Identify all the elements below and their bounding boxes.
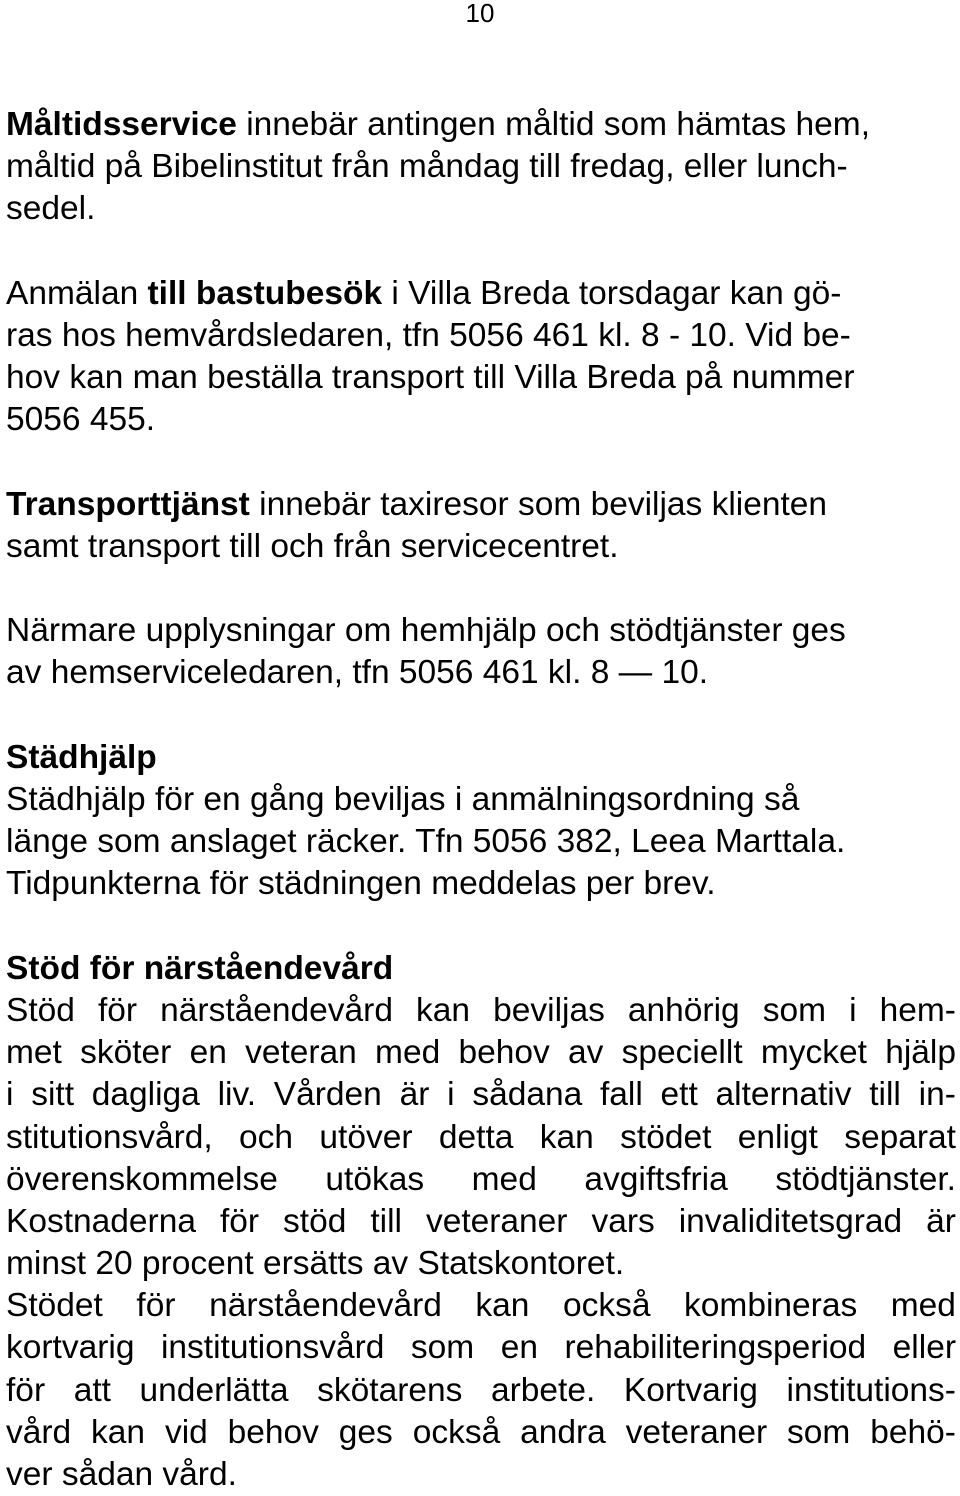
word: för <box>219 1202 260 1240</box>
word: met <box>6 1034 62 1072</box>
word: för <box>97 991 138 1029</box>
word: in- <box>918 1076 956 1114</box>
text-line <box>6 484 956 526</box>
word: också <box>412 1413 501 1451</box>
word: institutions- <box>786 1371 956 1409</box>
text-line <box>6 1370 956 1412</box>
word: underlätta <box>139 1371 289 1409</box>
text-line <box>6 1412 956 1454</box>
word: veteraner <box>625 1413 768 1451</box>
text-line <box>6 1074 956 1116</box>
word: vars <box>591 1202 655 1240</box>
word: Stödet <box>6 1287 103 1325</box>
word: är <box>926 1202 956 1240</box>
text-line: Närmare upplysningar om hemhjälp och stödtjänster ges <box>6 612 846 650</box>
text-line: av hemserviceledaren, tfn 5056 461 kl. 8 — 10. <box>6 654 709 692</box>
word: rehabiliteringsperiod <box>564 1329 867 1367</box>
word: vård <box>6 1413 72 1451</box>
word: sitt <box>31 1076 75 1114</box>
word: anhörig <box>627 991 740 1029</box>
word: med <box>471 1160 537 1198</box>
text-span: i Villa Breda torsdagar kan gö- <box>382 274 842 312</box>
text-line <box>6 104 956 146</box>
text-span: innebär taxiresor som beviljas klienten <box>249 485 828 523</box>
word: detta <box>438 1118 514 1156</box>
word: kan <box>539 1118 594 1156</box>
section-heading <box>6 948 956 990</box>
word: dagliga <box>91 1076 200 1114</box>
paragraph-gap <box>6 906 956 948</box>
word: speciellt <box>621 1034 743 1072</box>
word: sådana <box>472 1076 583 1114</box>
word: och <box>239 1118 294 1156</box>
word: som <box>762 991 827 1029</box>
term-transporttjanst: Transporttjänst <box>6 485 250 523</box>
word: behov <box>227 1413 319 1451</box>
section-narstaendevard <box>6 948 956 1496</box>
word: kan <box>91 1413 146 1451</box>
text-line: ver sådan vård. <box>6 1456 237 1493</box>
section-heading <box>6 737 956 779</box>
word: kan <box>475 1287 530 1325</box>
word: med <box>375 1034 441 1072</box>
word: Kostnaderna <box>6 1202 196 1240</box>
word: en <box>189 1034 227 1072</box>
text-line <box>6 1032 956 1074</box>
text-line: Tidpunkterna för städningen meddelas per brev. <box>6 865 716 903</box>
heading-text: Städhjälp <box>6 738 157 776</box>
paragraph-gap <box>6 231 956 273</box>
word: Kortvarig <box>623 1371 758 1409</box>
document-body <box>6 104 956 1496</box>
word: avgiftsfria <box>584 1160 728 1198</box>
paragraph-gap <box>6 695 956 737</box>
text-line <box>6 273 956 315</box>
word: för <box>136 1287 176 1325</box>
word: är <box>399 1076 430 1114</box>
section-stadhjalp <box>6 737 956 906</box>
word: stödet <box>620 1118 712 1156</box>
word: sköter <box>80 1034 172 1072</box>
text-line: samt transport till och från servicecentret. <box>6 527 619 565</box>
word: vid <box>164 1413 208 1451</box>
word: Stöd <box>6 991 75 1029</box>
word: ett <box>660 1076 698 1114</box>
word: kombineras <box>684 1287 858 1325</box>
text-line: minst 20 procent ersätts av Statskontoret. <box>6 1245 625 1283</box>
word: utöver <box>319 1118 413 1156</box>
text-line: 5056 455. <box>6 401 156 439</box>
word: kan <box>416 991 471 1029</box>
word: som <box>787 1413 851 1451</box>
word: i <box>6 1076 14 1114</box>
word: arbete. <box>490 1371 596 1409</box>
word: eller <box>892 1329 956 1367</box>
text-line <box>6 1201 956 1243</box>
word: institutionsvård <box>160 1329 385 1367</box>
paragraph-gap <box>6 568 956 610</box>
word: invaliditetsgrad <box>678 1202 903 1240</box>
word: till <box>869 1076 901 1114</box>
word: fall <box>599 1076 643 1114</box>
text-span: Anmälan <box>6 274 148 312</box>
word: hjälp <box>885 1034 956 1072</box>
word: alternativ <box>715 1076 852 1114</box>
text-span: innebär antingen måltid som hämtas hem, <box>236 106 871 143</box>
word: av <box>567 1034 604 1072</box>
text-line: ras hos hemvårdsledaren, tfn 5056 461 kl. 8 - 10. Vid be- <box>6 316 851 354</box>
word: närståendevård <box>160 991 393 1029</box>
text-line <box>6 1159 956 1201</box>
word: närståendevård <box>209 1287 442 1325</box>
word: i <box>849 991 857 1029</box>
word: överenskommelse <box>6 1160 278 1198</box>
word: utökas <box>325 1160 425 1198</box>
paragraph-gap <box>6 442 956 484</box>
word: mycket <box>760 1034 867 1072</box>
word: behov <box>458 1034 550 1072</box>
word: veteran <box>245 1034 357 1072</box>
word: stödtjänster. <box>775 1160 956 1198</box>
word: hem- <box>879 991 956 1029</box>
text-line <box>6 1117 956 1159</box>
word: också <box>562 1287 651 1325</box>
word: ges <box>338 1413 393 1451</box>
text-line: Städhjälp för en gång beviljas i anmälningsordning så <box>6 781 800 818</box>
paragraph-bastubesok <box>6 273 956 442</box>
word: enligt <box>737 1118 818 1156</box>
page-number: 10 <box>465 0 495 28</box>
word: liv. <box>217 1076 257 1114</box>
word: Vården <box>273 1076 382 1114</box>
word: kortvarig <box>6 1329 135 1367</box>
term-maltidsservice: Måltidsservice <box>6 106 237 143</box>
term-bastubesok: till bastubesök <box>147 274 383 312</box>
text-line: sedel. <box>6 190 96 228</box>
word: i <box>447 1076 455 1114</box>
paragraph-maltidsservice <box>6 104 956 231</box>
paragraph-upplysningar <box>6 610 956 694</box>
word: veteraner <box>425 1202 568 1240</box>
text-line: måltid på Bibelinstitut från måndag till fredag, eller lunch- <box>6 148 848 186</box>
text-line <box>6 1327 956 1369</box>
word: som <box>410 1329 475 1367</box>
word: beviljas <box>493 991 605 1029</box>
word: för <box>6 1371 46 1409</box>
heading-text: Stöd för närståendevård <box>6 949 394 987</box>
word: med <box>890 1287 956 1325</box>
word: stitutionsvård, <box>6 1118 213 1156</box>
word: stöd <box>283 1202 347 1240</box>
paragraph-transporttjanst <box>6 484 956 568</box>
text-line <box>6 990 956 1032</box>
word: att <box>73 1371 111 1409</box>
text-line <box>6 1285 956 1327</box>
word: separat <box>844 1118 956 1156</box>
word: en <box>500 1329 538 1367</box>
word: andra <box>520 1413 606 1451</box>
word: till <box>370 1202 402 1240</box>
word: skötarens <box>317 1371 463 1409</box>
justified-paragraph <box>6 990 956 1496</box>
word: behö- <box>870 1413 956 1451</box>
text-line: hov kan man beställa transport till Villa Breda på nummer <box>6 359 855 397</box>
text-line: länge som anslaget räcker. Tfn 5056 382, Leea Marttala. <box>6 823 846 861</box>
